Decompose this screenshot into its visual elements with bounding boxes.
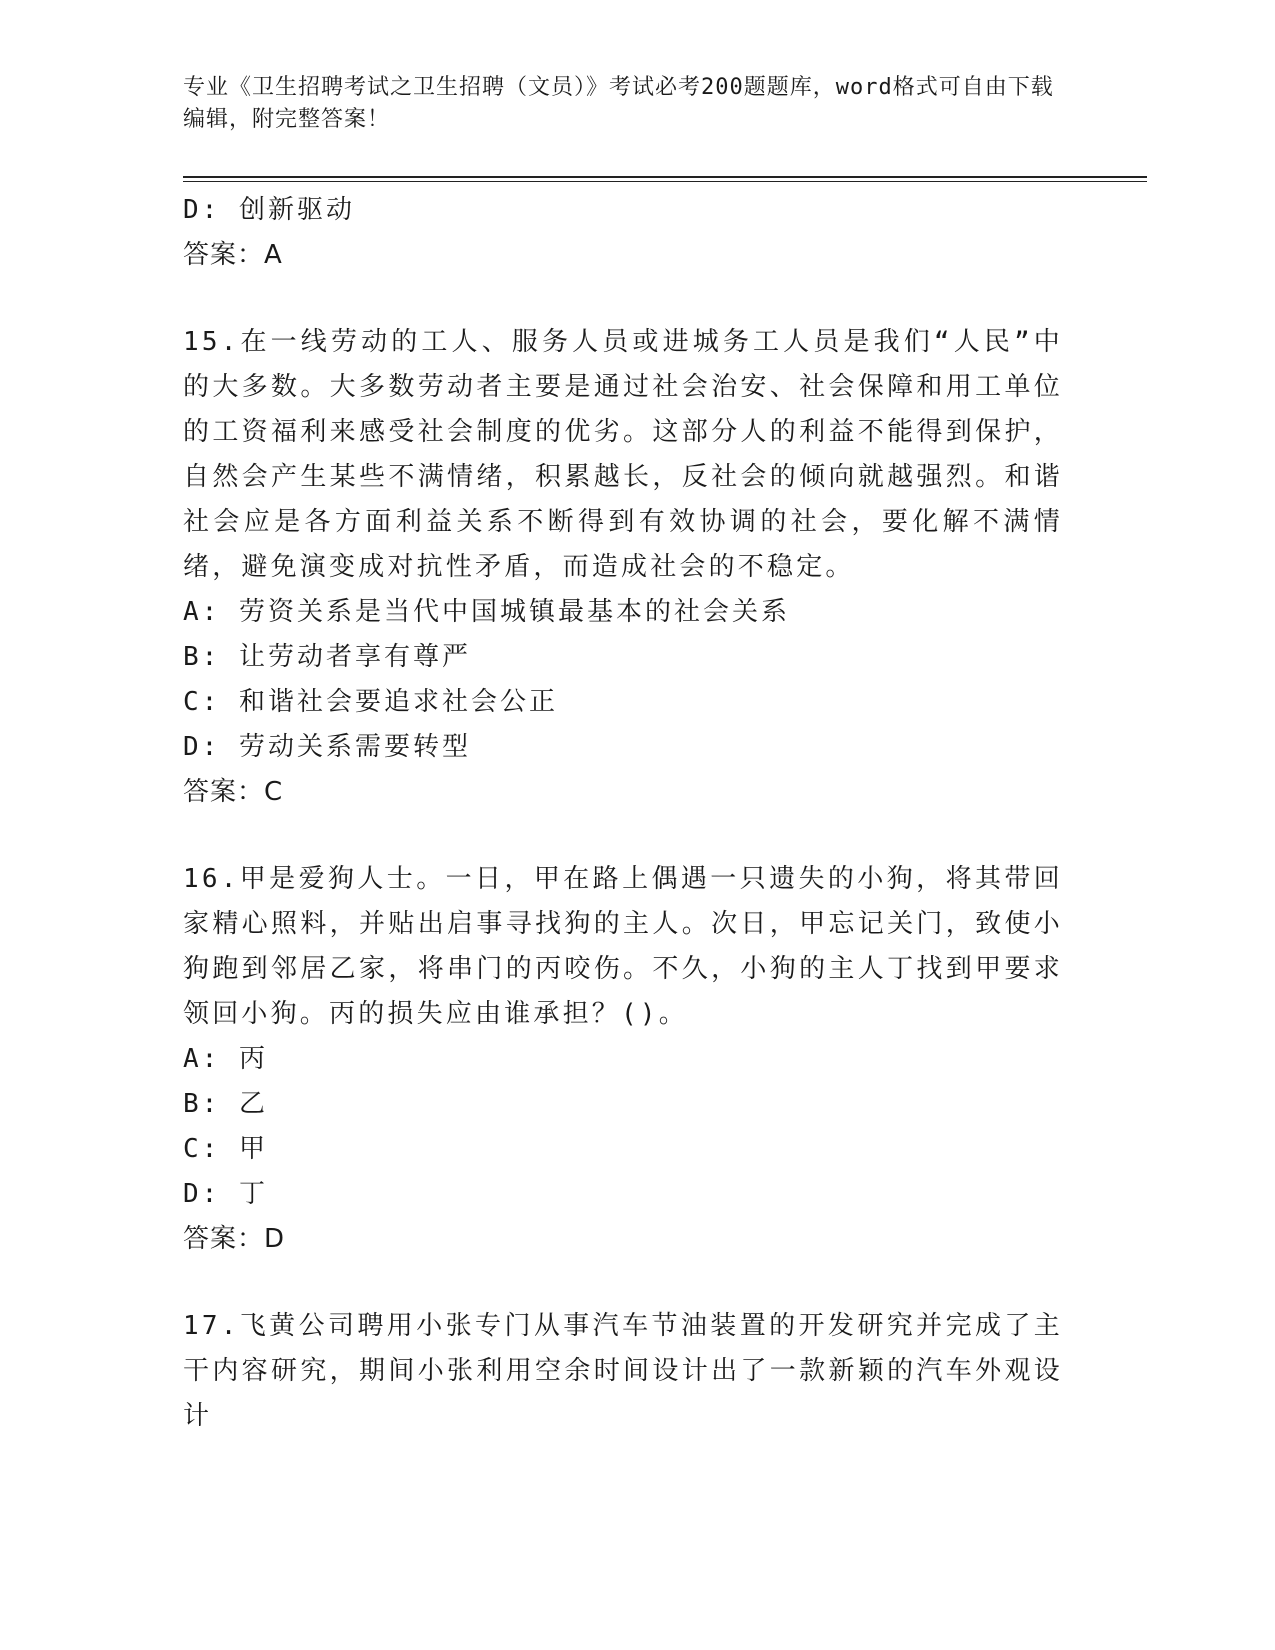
option-d: D: 丁 <box>183 1179 268 1209</box>
answer-line: 答案：D <box>183 1224 286 1254</box>
option-b: B: 让劳动者享有尊严 <box>183 642 471 672</box>
question-16 <box>183 857 1083 1262</box>
question-15 <box>183 320 1083 815</box>
option-c: C: 甲 <box>183 1134 268 1164</box>
page-header: 专业《卫生招聘考试之卫生招聘（文员）》考试必考200题题库，word格式可自由下载编辑，附完整答案！ <box>183 75 1054 132</box>
question-stem: 16.甲是爱狗人士。一日，甲在路上偶遇一只遗失的小狗，将其带回家精心照料，并贴出启事寻找狗的主人。次日，甲忘记关门，致使小狗跑到邻居乙家，将串门的丙咬伤。不久，小狗的主人丁找到甲要求领回小狗。丙的损失应由谁承担？()。 <box>183 864 1063 1029</box>
answer-line: 答案：A <box>183 240 283 270</box>
document-body <box>183 188 1083 1439</box>
header-divider-thin <box>183 181 1147 182</box>
question-stem: 15.在一线劳动的工人、服务人员或进城务工人员是我们“人民”中的大多数。大多数劳动者主要是通过社会治安、社会保障和用工单位的工资福利来感受社会制度的优劣。这部分人的利益不能得到保护，自然会产生某些不满情绪，积累越长，反社会的倾向就越强烈。和谐社会应是各方面利益关系不断得到有效协调的社会，要化解不满情绪，避免演变成对抗性矛盾，而造成社会的不稳定。 <box>183 327 1063 582</box>
option-d: D: 创新驱动 <box>183 195 355 225</box>
question-17 <box>183 1304 1083 1439</box>
spacer <box>183 815 1083 857</box>
answer-line: 答案：C <box>183 777 284 807</box>
option-b: B: 乙 <box>183 1089 268 1119</box>
option-a: A: 劳资关系是当代中国城镇最基本的社会关系 <box>183 597 790 627</box>
header-divider-thick <box>183 176 1147 178</box>
spacer <box>183 278 1083 320</box>
question-stem: 17.飞黄公司聘用小张专门从事汽车节油装置的开发研究并完成了主干内容研究，期间小张利用空余时间设计出了一款新颖的汽车外观设计 <box>183 1311 1063 1431</box>
spacer <box>183 1262 1083 1304</box>
option-c: C: 和谐社会要追求社会公正 <box>183 687 558 717</box>
option-d: D: 劳动关系需要转型 <box>183 732 471 762</box>
option-a: A: 丙 <box>183 1044 268 1074</box>
